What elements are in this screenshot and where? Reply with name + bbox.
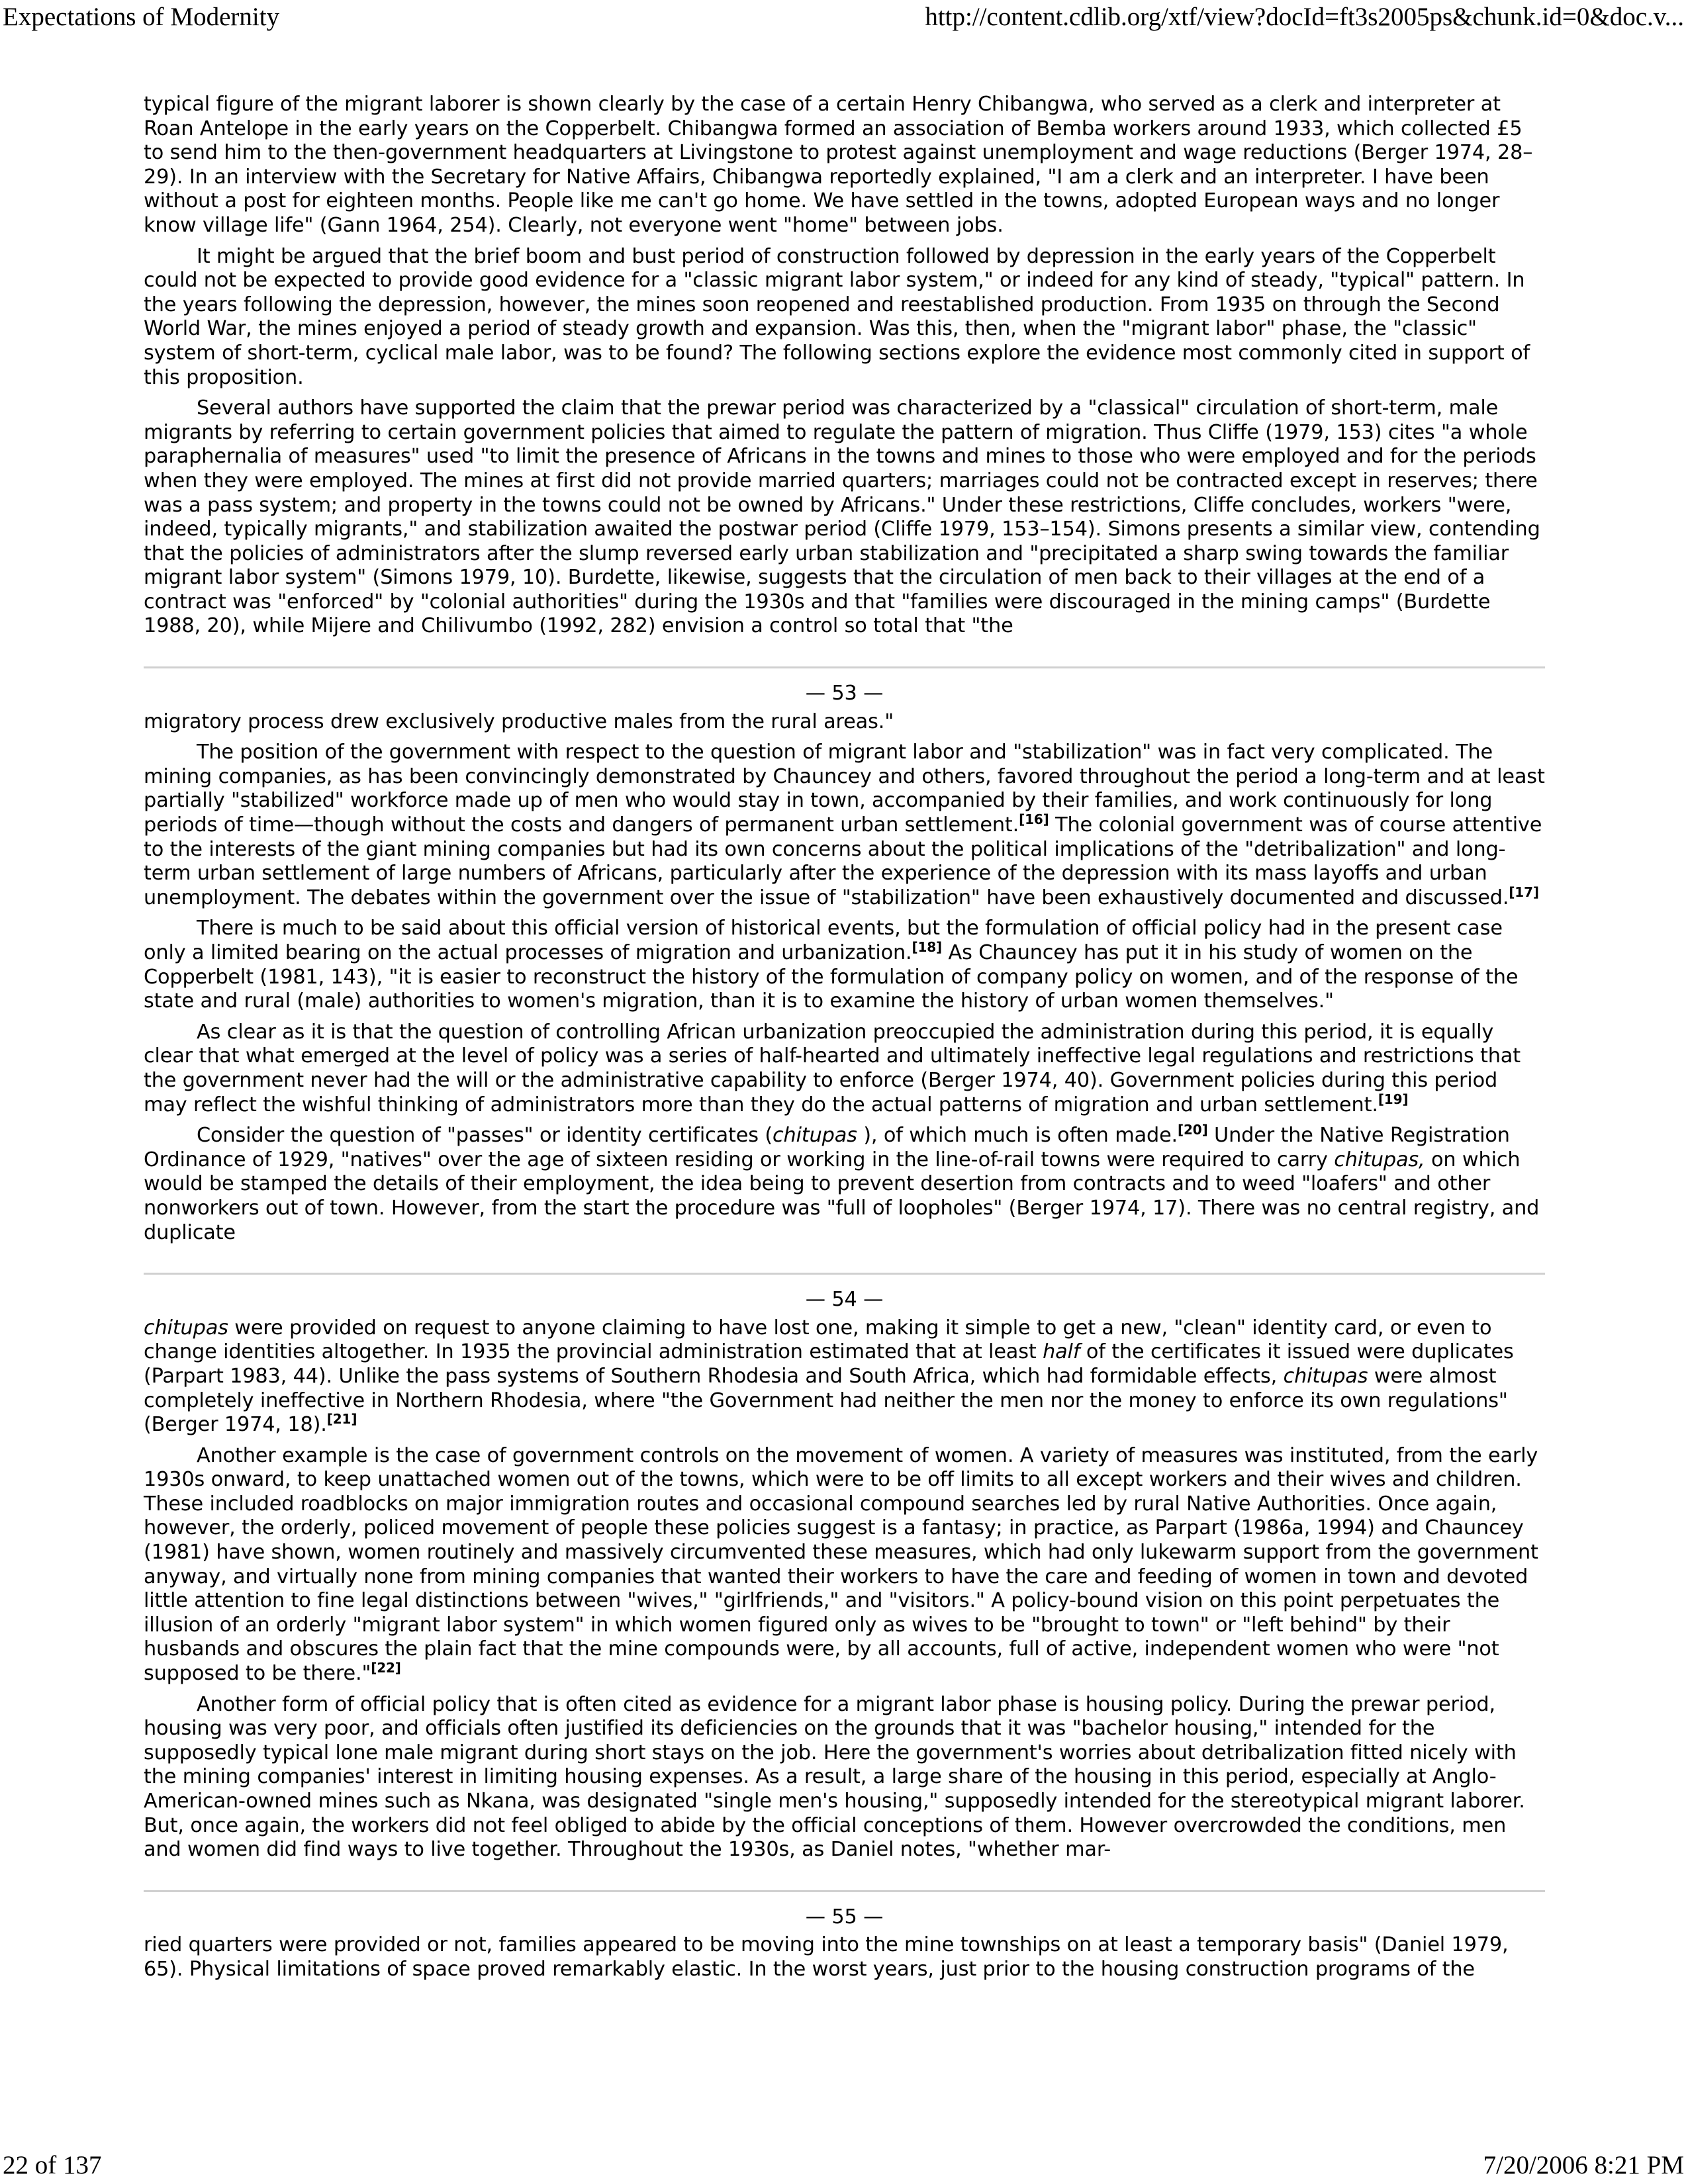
footnote-link[interactable]: [18] bbox=[912, 938, 943, 955]
paragraph bbox=[144, 1444, 1545, 1686]
page-divider bbox=[144, 1273, 1545, 1275]
italic-term: half bbox=[1043, 1340, 1080, 1364]
text-run: were provided on request to anyone claiming to have lost one, making it simple to get a new, "clean" identity card, or even to change identities altogether. In 1935 the provincial administration estimated that at least bbox=[144, 1316, 1492, 1364]
italic-term: chitupas bbox=[773, 1124, 857, 1148]
page-break bbox=[144, 1273, 1545, 1312]
paragraph: typical figure of the migrant laborer is shown clearly by the case of a certain Henry Chibangwa, who served as a clerk and interpreter at Roan Antelope in the early years on the Copperbelt. Chibangwa formed an association of Bemba workers around 1933, which collected £5 to send him to the then-government headquarters at Livingstone to protest against unemployment and wage reductions (Berger 1974, 28–29). In an interview with the Secretary for Native Affairs, Chibangwa reportedly explained, "I am a clerk and an interpreter. I have been without a post for eighteen months. People like me can't go home. We have settled in the towns, adopted European ways and no longer know village life" (Gann 1964, 254). Clearly, not everyone went "home" between jobs. bbox=[144, 93, 1533, 237]
page-break bbox=[144, 1890, 1545, 1930]
italic-term: chitupas, bbox=[1334, 1148, 1425, 1171]
text-run: of the certificates it issued were duplicates (Parpart 1983, 44). Unlike the pass systems of Southern Rhodesia and South Africa, which had formidable effects, bbox=[144, 1340, 1514, 1388]
text-run: As Chauncey has put it in his study of women on the Copperbelt (1981, 143), "it is easier to reconstruct the history of the formulation of company policy on women, and of the response of the state and rural (male) authorities to women's migration, than it is to examine the history of urban women themselves." bbox=[144, 941, 1519, 1013]
footnote-link[interactable]: [17] bbox=[1509, 884, 1539, 900]
footnote-link[interactable]: [19] bbox=[1378, 1091, 1409, 1107]
text-run: were almost completely ineffective in Northern Rhodesia, where "the Government had neither the men nor the money to enforce its own regulations" (Berger 1974, 18). bbox=[144, 1364, 1508, 1437]
text-run: The colonial government was of course attentive to the interests of the giant mining companies but had its own concerns about the political implications of the "detribalization" and long-term urban settlement of large numbers of Africans, particularly after the experience of the depression with its mass layoffs and urban unemployment. The debates within the government over the issue of "stabilization" have been exhaustively documented and discussed. bbox=[144, 813, 1542, 909]
italic-term: chitupas bbox=[144, 1316, 228, 1340]
paragraph: migratory process drew exclusively productive males from the rural areas." bbox=[144, 709, 894, 733]
text-run: Under the Native Registration Ordinance of 1929, "natives" over the age of sixteen residing or working in the line-of-rail towns were required to carry bbox=[144, 1124, 1510, 1171]
document-title: Expectations of Modernity bbox=[3, 3, 280, 31]
text-run: ), of which much is often made. bbox=[857, 1124, 1178, 1148]
paragraph: Several authors have supported the claim that the prewar period was characterized by a "classical" circulation of short-term, male migrants by referring to certain government policies that aimed to regulate the pattern of migration. Thus Cliffe (1979, 153) cites "a whole paraphernalia of measures" used "to limit the presence of Africans in the towns and mines to those who were employed and for the periods when they were employed. The mines at first did not provide married quarters; marriages could not be contracted except in reserves; there was a pass system; and property in the towns could not be owned by Africans." Under these restrictions, Cliffe concludes, workers "were, indeed, typically migrants," and stabilization awaited the postwar period (Cliffe 1979, 153–154). Simons presents a similar view, contending that the policies of administrators after the slump reversed early urban stabilization and "precipitated a sharp swing towards the familiar migrant labor system" (Simons 1979, 10). Burdette, likewise, suggests that the circulation of men back to their villages at the end of a contract was "enforced" by "colonial authorities" during the 1930s and that "families were discouraged in the mining camps" (Burdette 1988, 20), while Mijere and Chilivumbo (1992, 282) envision a control so total that "the bbox=[144, 396, 1540, 638]
page-number: — 55 — bbox=[805, 1905, 884, 1929]
footnote-link[interactable]: [22] bbox=[371, 1659, 401, 1676]
footnote-link[interactable]: [16] bbox=[1019, 811, 1049, 827]
paragraph: ried quarters were provided or not, families appeared to be moving into the mine townships on at least a temporary basis" (Daniel 1979, 65). Physical limitations of space proved remarkably elastic. In the worst years, just prior to the housing construction programs of the bbox=[144, 1933, 1509, 1981]
paragraph bbox=[144, 1124, 1545, 1245]
paragraph bbox=[144, 1021, 1545, 1117]
page-counter: 22 of 137 bbox=[3, 2151, 102, 2179]
text-run: The position of the government with respect to the question of migrant labor and "stabilization" was in fact very complicated. The mining companies, as has been convincingly demonstrated by Chauncey and others, favored throughout the period a long-term and at least partially "stabilized" workforce made up of men who would stay in town, accompanied by their families, and work continuously for long periods of time—though without the costs and dangers of permanent urban settlement. bbox=[144, 741, 1545, 837]
page-number: — 53 — bbox=[805, 682, 884, 705]
print-timestamp: 7/20/2006 8:21 PM bbox=[1483, 2151, 1684, 2179]
page-divider bbox=[144, 1890, 1545, 1892]
paragraph bbox=[144, 1316, 1545, 1437]
paragraph: It might be argued that the brief boom and bust period of construction followed by depression in the early years of the Copperbelt could not be expected to provide good evidence for a "classic migrant labor system," or indeed for any kind of steady, "typical" pattern. In the years following the depression, however, the mines soon reopened and reestablished production. From 1935 on through the Second World War, the mines enjoyed a period of steady growth and expansion. Was this, then, when the "migrant labor" phase, the "classic" system of short-term, cyclical male labor, was to be found? The following sections explore the evidence most commonly cited in support of this proposition. bbox=[144, 244, 1530, 389]
page-number: — 54 — bbox=[805, 1288, 884, 1312]
text-run: Another example is the case of government controls on the movement of women. A variety of measures was instituted, from the early 1930s onward, to keep unattached women out of the towns, which were to be off limits to all except workers and their wives and children. These included roadblocks on major immigration routes and occasional compound searches led by rural Native Authorities. Once again, however, the orderly, policed movement of people these policies suggest is a fantasy; in practice, as Parpart (1986a, 1994) and Chauncey (1981) have shown, women routinely and massively circumvented these measures, which had only lukewarm support from the government anyway, and virtually none from mining companies that wanted their workers to have the care and feeding of women in town and devoted little attention to fine legal distinctions between "wives," "girlfriends," and "visitors." A policy-bound vision on this point perpetuates the illusion of an orderly "migrant labor system" in which women figured only as wives to be "brought to town" or "left behind" by their husbands and obscures the plain fact that the mine compounds were, by all accounts, full of active, independent women who were "not supposed to be there." bbox=[144, 1443, 1538, 1686]
document-body bbox=[144, 93, 1545, 1989]
footnote-link[interactable]: [21] bbox=[326, 1411, 357, 1427]
text-run: Consider the question of "passes" or identity certificates ( bbox=[197, 1124, 773, 1148]
text-run: There is much to be said about this official version of historical events, but the formulation of official policy had in the present case only a limited bearing on the actual processes of migration and urbanization. bbox=[144, 917, 1503, 964]
paragraph bbox=[144, 741, 1545, 910]
page-divider bbox=[144, 666, 1545, 668]
paragraph: Another form of official policy that is often cited as evidence for a migrant labor phase is housing policy. During the prewar period, housing was very poor, and officials often justified its deficiencies on the grounds that it was "bachelor housing," intended for the supposedly typical lone male migrant during short stays on the job. Here the government's worries about detribalization fitted nicely with the mining companies' interest in limiting housing expenses. As a result, a large share of the housing in this period, especially at Anglo-American-owned mines such as Nkana, was designated "single men's housing," supposedly intended for the stereotypical migrant laborer. But, once again, the workers did not feel obliged to abide by the official conceptions of them. However overcrowded the conditions, men and women did find ways to live together. Throughout the 1930s, as Daniel notes, "whether mar- bbox=[144, 1692, 1525, 1862]
page-break bbox=[144, 666, 1545, 706]
text-run: on which would be stamped the details of their employment, the idea being to prevent desertion from contracts and to weed "loafers" and other nonworkers out of town. However, from the start the procedure was "full of loopholes" (Berger 1974, 17). There was no central registry, and duplicate bbox=[144, 1148, 1540, 1244]
italic-term: chitupas bbox=[1283, 1364, 1368, 1388]
footnote-link[interactable]: [20] bbox=[1178, 1122, 1208, 1138]
page-url: http://content.cdlib.org/xtf/view?docId=ft3s2005ps&chunk.id=0&doc.v... bbox=[925, 3, 1684, 31]
text-run: As clear as it is that the question of controlling African urbanization preoccupied the administration during this period, it is equally clear that what emerged at the level of policy was a series of half-hearted and ultimately ineffective legal regulations and restrictions that the government never had the will or the administrative capability to enforce (Berger 1974, 40). Government policies during this period may reflect the wishful thinking of administrators more than they do the actual patterns of migration and urban settlement. bbox=[144, 1020, 1521, 1116]
paragraph bbox=[144, 917, 1545, 1013]
